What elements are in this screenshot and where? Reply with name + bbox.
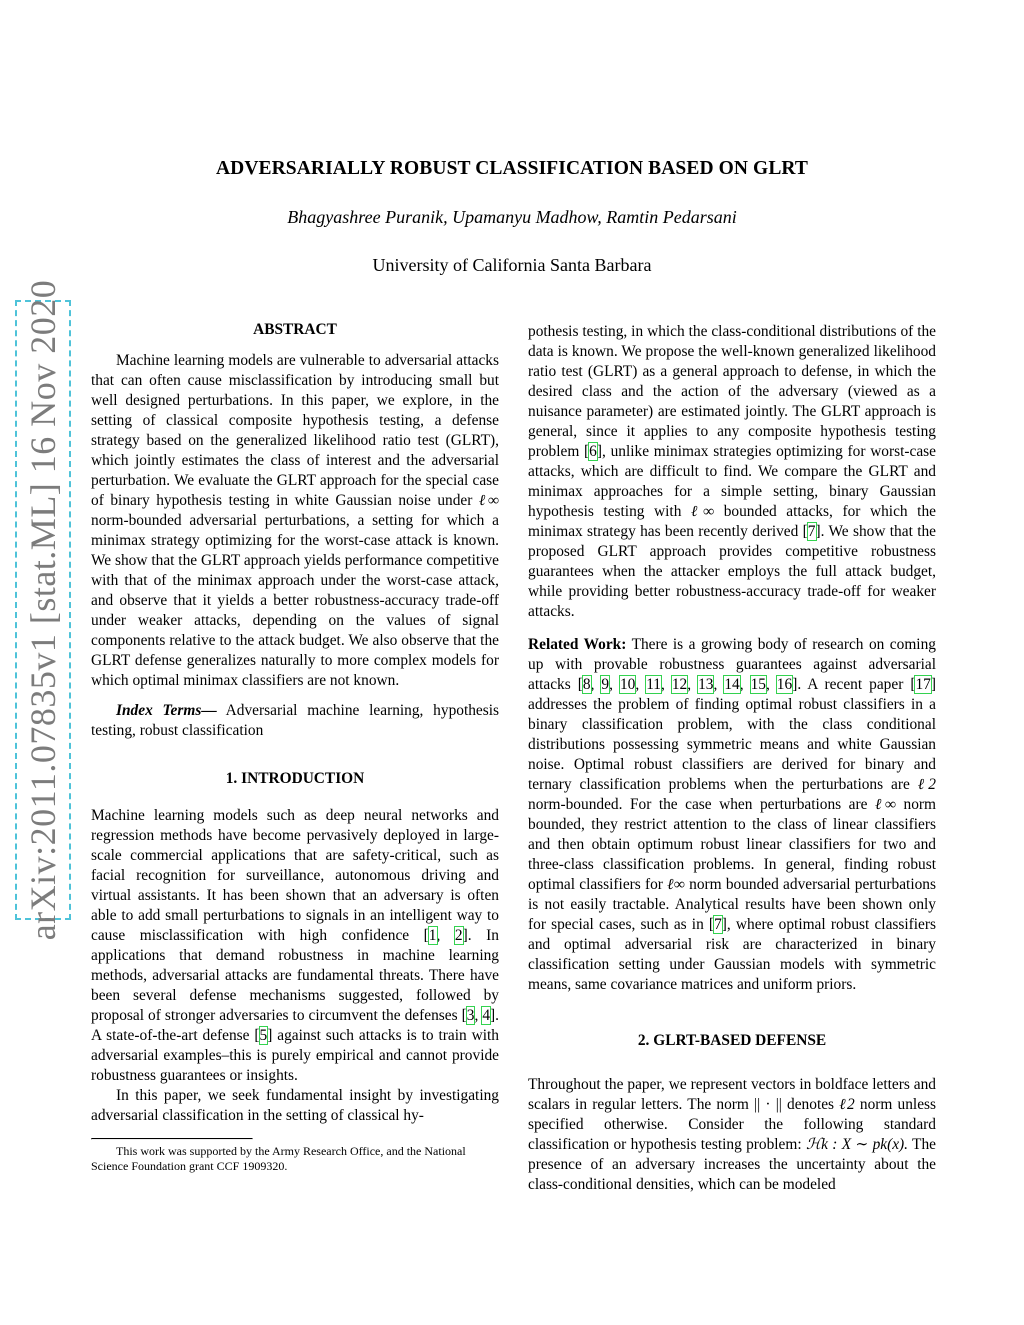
left-column <box>91 320 499 1174</box>
related-work-paragraph: Related Work: There is a growing body of research on coming up with provable robustness guarantees against adversarial attacks [8, 9, 10, 11, 12, 13, 14, 15, 16]. A recent paper [17] addresses the problem of finding optimal robust classifiers in a binary classification problem, with the class conditional distributions possessing symmetric means and white Gaussian noise. Optimal robust classifiers are derived for binary and ternary classification problems when the perturbations are ℓ2 norm-bounded. For the case when perturbations are ℓ∞ norm bounded, they restrict attention to the class of linear classifiers and then obtain optimum robust linear classifiers for two and three-class classification problems. In general, finding robust optimal classifiers for ℓ∞ norm bounded adversarial perturbations is not easily tractable. Analytical results have been shown only for special cases, such as in [7], where optimal robust classifiers and optimal adversarial risk are characterized in binary classification setting under Gaussian models with symmetric means, same covariance matrices and uniform priors. <box>528 636 936 993</box>
citation-link[interactable]: 14 <box>724 676 740 693</box>
linf-symbol: ℓ∞ <box>691 503 715 520</box>
section-2-paragraph: Throughout the paper, we represent vectors in boldface letters and scalars in regular letters. The norm || · || denotes ℓ2 norm unless specified otherwise. Consider the following standard classification or hypothesis testing problem: ℋk : X ∼ pk(x). The presence of an adversary increases the uncertainty about the class-conditional densities, which can be modeled <box>528 1076 937 1193</box>
abstract-heading: ABSTRACT <box>253 321 337 338</box>
citation-link[interactable]: 12 <box>671 676 688 693</box>
related-work-label: Related Work: <box>528 636 627 653</box>
citation-link[interactable]: 13 <box>698 676 714 693</box>
citation-link[interactable]: 9 <box>601 676 610 693</box>
intro-continued: pothesis testing, in which the class-conditional distributions of the data is known. We propose the well-known generalized likelihood ratio test (GLRT) as a general approach to defense, in which the desired class and the action of the adversary (viewed as a nuisance parameter) are estimated jointly. The GLRT approach is general, since it applies to any composite hypothesis testing problem [6], unlike minimax strategies optimizing for worst-case attacks, which are difficult to find. We compare the GLRT and minimax approaches for a simple setting, binary Gaussian hypothesis testing with ℓ∞ bounded attacks, for which the minimax strategy has been recently derived [7]. We show that the proposed GLRT approach provides competitive robustness guarantees when the attacker employs the full attack budget, while providing better robustness-accuracy trade-off for weaker attacks. <box>528 323 936 620</box>
paper-title: ADVERSARIALLY ROBUST CLASSIFICATION BASED ON GLRT <box>215 158 809 179</box>
citation-link[interactable]: 17 <box>915 676 931 693</box>
citation-link[interactable]: 16 <box>776 676 793 693</box>
hypothesis-formula: ℋk : X ∼ pk(x). <box>805 1136 909 1153</box>
linf-symbol: ℓ∞ <box>478 492 499 509</box>
index-terms: Index Terms— Adversarial machine learning, hypothesis testing, robust classification <box>91 702 500 739</box>
citation-link[interactable]: 4 <box>482 1007 491 1024</box>
citation-link[interactable]: 2 <box>454 927 463 944</box>
paper-authors: Bhagyashree Puranik, Upamanyu Madhow, Ramtin Pedarsani <box>287 207 737 227</box>
citation-link[interactable]: 11 <box>646 676 662 693</box>
abstract-text: Machine learning models are vulnerable to adversarial attacks that can often cause misclassification by introducing small but well designed perturbations. In this paper, we explore, in the setting of classical composite hypothesis testing, a defense strategy based on the generalized likelihood ratio test (GLRT), which jointly estimates the class of interest and the adversarial perturbation. We evaluate the GLRT approach for the special case of binary hypothesis testing in white Gaussian noise under ℓ∞ norm-bounded adversarial perturbations, a setting for which a minimax strategy optimizing for the worst-case attack is known. We show that the GLRT approach yields performance competitive with that of the minimax approach under the worst-case attack, and observe that it yields a better robustness-accuracy trade-off under weaker attacks, depending on the values of signal components relative to the attack budget. We also observe that the GLRT defense generalizes naturally to more complex models for which optimal minimax classifiers are not known. <box>91 352 499 689</box>
citation-link[interactable]: 5 <box>259 1027 268 1044</box>
citation-link[interactable]: 10 <box>619 676 636 693</box>
l2-symbol: ℓ2 <box>839 1096 855 1113</box>
arxiv-stamp <box>15 279 71 941</box>
intro-heading: 1. INTRODUCTION <box>225 770 365 787</box>
right-column <box>528 322 936 1195</box>
citation-link[interactable]: 7 <box>807 523 816 540</box>
citation-link[interactable]: 7 <box>714 916 722 933</box>
footnote-rule <box>91 1138 253 1140</box>
linf-symbol: ℓ∞ <box>874 796 896 813</box>
footnote: This work was supported by the Army Research Office, and the National Science Foundation grant CCF 1909320. <box>91 1144 466 1173</box>
citation-link[interactable]: 1 <box>428 927 437 944</box>
citation-link[interactable]: 15 <box>750 676 766 693</box>
arxiv-stamp-text: arXiv:2011.07835v1 [stat.ML] 16 Nov 2020 <box>23 279 63 941</box>
l2-symbol: ℓ2 <box>917 776 936 793</box>
citation-link[interactable]: 3 <box>466 1007 475 1024</box>
citation-link[interactable]: 6 <box>589 443 597 460</box>
intro-paragraph-2: In this paper, we seek fundamental insight by investigating adversarial classification in the setting of classical hy- <box>91 1087 499 1124</box>
paper-affiliation: University of California Santa Barbara <box>372 255 652 275</box>
linf-symbol: ℓ∞ <box>667 876 685 893</box>
citation-link[interactable]: 8 <box>582 676 591 693</box>
section-2-heading: 2. GLRT-BASED DEFENSE <box>637 1032 827 1049</box>
intro-paragraph-1: Machine learning models such as deep neural networks and regression methods have become pervasively deployed in large-scale commercial applications that are safety-critical, such as facial recognition for surveillance, autonomous driving and virtual assistants. It has been shown that an adversary is often able to add small perturbations to signals in an intelligent way to cause misclassification with high confidence [1, 2]. In applications that demand robustness in machine learning methods, adversarial attacks are fundamental threats. There have been several defense mechanisms suggested, followed by proposal of stronger adversaries to circumvent the defenses [3, 4]. A state-of-the-art defense [5] against such attacks is to train with adversarial examples–this is purely empirical and cannot provide robustness guarantees or insights. <box>91 807 499 1084</box>
